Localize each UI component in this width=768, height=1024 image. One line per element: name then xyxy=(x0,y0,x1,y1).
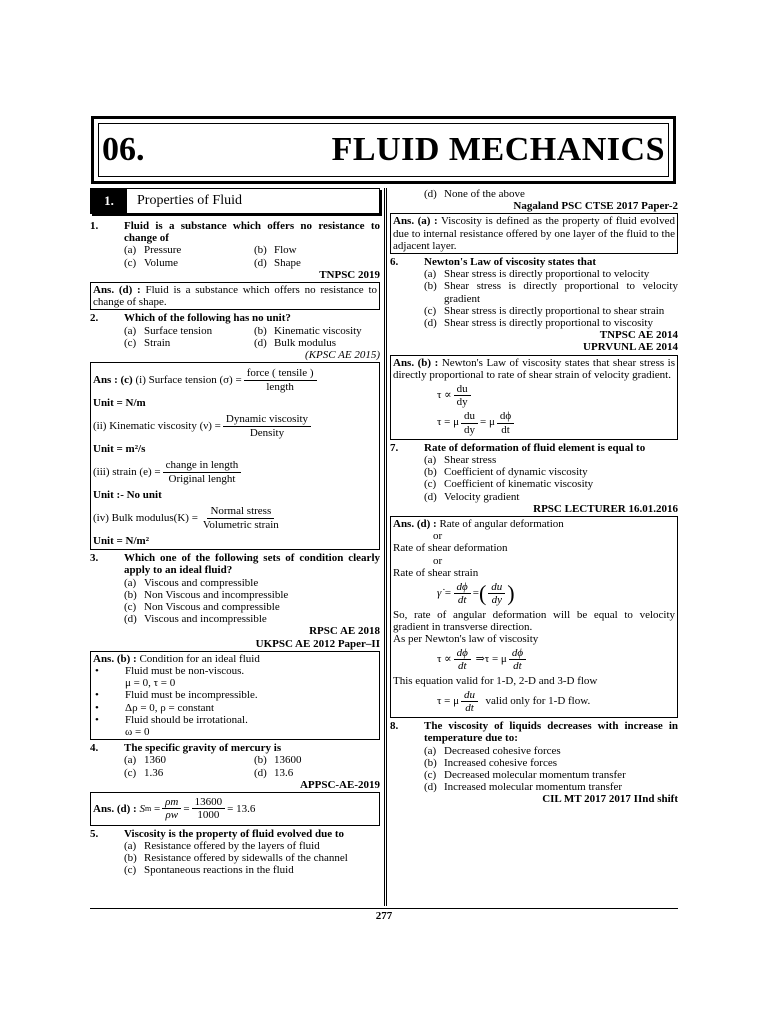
bullet-text: Fluid should be irrotational. xyxy=(125,713,248,726)
eq-prefix: (iv) Bulk modulus(K) = xyxy=(93,512,198,525)
question-text: Rate of deformation of fluid element is equal to xyxy=(424,441,646,454)
answer-label: Ans. (d) : xyxy=(393,518,437,531)
options xyxy=(390,454,678,503)
numerator: Normal stress xyxy=(207,505,274,519)
question-source: Nagaland PSC CTSE 2017 Paper-2 xyxy=(513,200,678,213)
question-text: Newton's Law of viscosity states that xyxy=(424,256,597,269)
question-5 xyxy=(90,828,380,840)
answer-box: Ans. (d) : S m = $\frac{\rho m}{\rho w}$ = $\frac{13600}{1000}$ = 13.6 xyxy=(90,792,380,825)
option xyxy=(424,478,678,490)
eq-prefix: (i) Surface tension (σ) = xyxy=(135,374,242,387)
denominator: length xyxy=(266,381,294,394)
eq-lhs: τ = μ xyxy=(437,416,460,429)
fraction xyxy=(488,581,505,606)
unit-line: Unit = N/m² xyxy=(93,535,150,548)
question-source: APPSC-AE-2019 xyxy=(299,778,380,791)
eq-lhs: τ ∝ xyxy=(437,653,452,666)
option-value: Resistance offered by sidewalls of the channel xyxy=(144,851,348,864)
options xyxy=(90,577,380,626)
equation-line xyxy=(93,505,377,532)
option-key: (b) xyxy=(424,466,437,479)
question-number: 1. xyxy=(90,220,99,232)
option-value: None of the above xyxy=(444,188,525,200)
chapter-number: 06. xyxy=(102,131,145,168)
option xyxy=(254,244,380,256)
options xyxy=(90,840,380,877)
options xyxy=(90,325,380,349)
option-key: (c) xyxy=(424,478,437,491)
option-value: Non Viscous and compressible xyxy=(144,601,280,614)
unit-line: Unit :- No unit xyxy=(93,489,162,502)
option-key: (a) xyxy=(424,744,437,757)
option-key: (a) xyxy=(424,454,437,467)
option-key: (a) xyxy=(124,839,137,852)
denominator: ρw xyxy=(165,809,179,822)
option-value: Decreased molecular momentum transfer xyxy=(444,768,626,781)
eq-mid: = μ xyxy=(480,416,495,429)
option-value: Flow xyxy=(274,244,297,257)
answer-text: As per Newton's law of viscosity xyxy=(393,632,539,645)
option xyxy=(254,337,380,349)
denominator: dt xyxy=(501,423,510,436)
answer-label: Ans : (c) xyxy=(93,374,133,387)
unit-line: Unit = N/m xyxy=(93,397,146,410)
option xyxy=(124,589,380,601)
option xyxy=(124,601,380,613)
option-key: (d) xyxy=(124,613,137,626)
numerator: force ( tensile ) xyxy=(244,367,317,381)
option-key: (d) xyxy=(424,781,437,794)
option-key: (c) xyxy=(124,256,137,269)
options xyxy=(390,745,678,794)
bullet-item: • Fluid must be incompressible. xyxy=(95,689,258,702)
option xyxy=(424,280,678,304)
option-key: (a) xyxy=(124,754,137,767)
question-number: 5. xyxy=(90,827,99,840)
answer-box xyxy=(90,362,380,550)
eq-lhs: τ = μ xyxy=(437,694,460,707)
denominator: dt xyxy=(465,701,474,714)
numerator: change in length xyxy=(163,459,242,473)
option-key: (d) xyxy=(254,766,267,779)
option-key: (b) xyxy=(254,244,267,257)
option-value: Bulk modulus xyxy=(274,336,337,349)
fraction xyxy=(223,413,311,440)
option-key: (c) xyxy=(124,336,137,349)
section-header xyxy=(90,188,380,214)
option-key: (b) xyxy=(254,754,267,767)
question-source: (KPSC AE 2015) xyxy=(305,349,380,362)
option-value: Shear stress is directly proportional to velocity gradient xyxy=(444,280,678,305)
answer-label: Ans. (d) : xyxy=(93,802,137,815)
option xyxy=(124,244,254,256)
fraction xyxy=(162,796,181,821)
answer-text: Rate of angular deformation xyxy=(439,518,564,531)
question-source: CIL MT 2017 2017 IInd shift xyxy=(542,793,678,806)
option-value: Viscous and incompressible xyxy=(144,613,267,626)
option-value: Spontaneous reactions in the fluid xyxy=(144,864,294,877)
option-value: 1.36 xyxy=(144,766,164,779)
option-key: (a) xyxy=(124,244,137,257)
chapter-title: FLUID MECHANICS xyxy=(331,131,665,168)
equation-line: μ = 0, τ = 0 xyxy=(125,677,176,690)
option-key: (a) xyxy=(124,576,137,589)
question-text: The viscosity of liquids decreases with increase in temperature due to: xyxy=(424,720,678,745)
eq-prefix: (iii) strain (e) = xyxy=(93,466,161,479)
question-2 xyxy=(90,312,380,324)
option-value: Strain xyxy=(144,336,171,349)
option xyxy=(424,466,678,478)
equation-line xyxy=(93,413,377,440)
answer-label: Ans. (b) : xyxy=(393,356,439,369)
bullet-item: • Δρ = 0, ρ = constant xyxy=(95,701,215,714)
numerator: dϕ xyxy=(454,581,471,594)
option-value: Shape xyxy=(274,256,301,269)
option-key: (c) xyxy=(124,766,137,779)
answer-label: Ans. (b) : xyxy=(93,652,137,665)
section-title: Properties of Fluid xyxy=(137,192,242,208)
eq-tail: valid only for 1-D flow. xyxy=(485,694,591,707)
option xyxy=(124,852,380,864)
option xyxy=(424,745,678,757)
equation-line xyxy=(93,367,377,394)
option xyxy=(424,305,678,317)
fraction xyxy=(163,459,242,486)
option xyxy=(124,767,254,779)
footer-rule xyxy=(90,908,678,909)
bullet-text: Δρ = 0, ρ = constant xyxy=(125,701,215,714)
fraction xyxy=(244,367,317,394)
option-value: Volume xyxy=(144,256,179,269)
options xyxy=(90,244,380,268)
question-number: 7. xyxy=(390,441,399,454)
numerator: dϕ xyxy=(509,647,526,660)
question-number: 3. xyxy=(90,552,99,565)
question-source: UKPSC AE 2012 Paper–II xyxy=(255,637,380,650)
numerator: du xyxy=(454,383,471,396)
question-number: 8. xyxy=(390,720,399,733)
question-number: 6. xyxy=(390,256,399,269)
answer-box xyxy=(90,651,380,740)
denominator: dt xyxy=(457,594,467,607)
option-value: 13600 xyxy=(274,754,302,767)
option xyxy=(124,613,380,625)
option-key: (c) xyxy=(124,601,137,614)
option-key: (b) xyxy=(124,851,137,864)
option-value: Pressure xyxy=(144,244,182,257)
option-value: Increased cohesive forces xyxy=(444,756,557,769)
option xyxy=(124,257,254,269)
option-key: (c) xyxy=(424,304,437,317)
option-value: Coefficient of dynamic viscosity xyxy=(444,466,588,479)
option xyxy=(124,337,254,349)
option-key: (d) xyxy=(424,188,437,200)
numerator: du xyxy=(488,581,505,594)
question-number: 4. xyxy=(90,742,99,755)
option-value: Coefficient of kinematic viscosity xyxy=(444,478,594,491)
question-source: UPRVUNL AE 2014 xyxy=(583,341,678,354)
option-key: (c) xyxy=(124,864,137,877)
numerator: dϕ xyxy=(497,410,514,423)
option-value: Surface tension xyxy=(144,324,213,337)
question-text: The specific gravity of mercury is xyxy=(124,742,282,755)
answer-text: Rate of shear strain xyxy=(393,566,479,579)
fraction xyxy=(497,410,514,435)
option xyxy=(424,781,678,793)
bullet-item: • Fluid should be irrotational. xyxy=(95,713,248,726)
option-value: Shear stress is directly proportional to velocity xyxy=(444,268,650,281)
answer-text: Condition for an ideal fluid xyxy=(139,652,260,665)
section-number: 1. xyxy=(91,189,127,213)
answer-label: Ans. (d) : xyxy=(93,284,141,297)
numerator: ρm xyxy=(162,796,181,809)
fraction xyxy=(200,505,282,532)
option-key: (b) xyxy=(424,280,437,293)
equation-line xyxy=(393,410,675,435)
eq-lhs-sub: m xyxy=(144,803,152,813)
option xyxy=(424,757,678,769)
option-value: Decreased cohesive forces xyxy=(444,744,561,757)
answer-text: Rate of shear deformation xyxy=(393,542,508,555)
answer-text: or xyxy=(433,554,443,567)
option-key: (d) xyxy=(424,490,437,503)
eq-lhs: S xyxy=(139,802,145,815)
option-key: (b) xyxy=(424,756,437,769)
fraction xyxy=(509,647,526,672)
denominator: 1000 xyxy=(197,809,220,822)
option-key: (a) xyxy=(424,268,437,281)
fraction xyxy=(461,410,478,435)
question-1 xyxy=(90,220,380,244)
question-8 xyxy=(390,720,678,744)
numerator: du xyxy=(461,689,478,702)
answer-text: or xyxy=(433,530,443,543)
right-column xyxy=(390,188,678,806)
answer-box xyxy=(390,213,678,254)
question-text: Which one of the following sets of condition clearly apply to an ideal fluid? xyxy=(124,552,380,577)
answer-text: Fluid is a substance which offers no resistance to change of shape. xyxy=(93,284,378,309)
option xyxy=(124,325,254,337)
question-source: RPSC AE 2018 xyxy=(309,625,380,638)
answer-text: Newton's Law of viscosity states that shear stress is directly proportional to rate of shear strain of velocity gradient. xyxy=(393,356,676,381)
answer-box xyxy=(90,282,380,310)
equation-line xyxy=(93,459,377,486)
option-value: Shear stress xyxy=(444,454,497,467)
denominator: dt xyxy=(457,660,467,673)
eq-mid: ⇒τ = μ xyxy=(475,653,507,666)
option-value: Shear stress is directly proportional to viscosity xyxy=(444,317,653,330)
question-3 xyxy=(90,552,380,576)
option-value: Kinematic viscosity xyxy=(274,324,362,337)
question-4 xyxy=(90,742,380,754)
question-6 xyxy=(390,256,678,268)
option-key: (b) xyxy=(124,588,137,601)
fraction xyxy=(454,647,471,672)
question-source: TNPSC 2019 xyxy=(319,268,380,281)
bullet-text: Fluid must be incompressible. xyxy=(125,689,258,702)
option xyxy=(254,325,380,337)
answer-label: Ans. (a) : xyxy=(393,215,438,228)
answer-text: This equation valid for 1-D, 2-D and 3-D flow xyxy=(393,674,598,687)
denominator: dy xyxy=(456,396,468,409)
fraction xyxy=(454,383,471,408)
eq-mid: = xyxy=(472,587,479,600)
option xyxy=(424,317,678,329)
question-source: RPSC LECTURER 16.01.2016 xyxy=(533,502,678,515)
fraction xyxy=(461,689,478,714)
bullet-text: Fluid must be non-viscous. xyxy=(125,665,245,678)
option-value: Resistance offered by the layers of fluid xyxy=(144,839,320,852)
option xyxy=(424,454,678,466)
equation-line xyxy=(393,689,675,714)
option xyxy=(424,268,678,280)
page-number: 277 xyxy=(375,910,393,922)
option-value: 1360 xyxy=(144,754,166,767)
option-value: Non Viscous and incompressible xyxy=(144,588,289,601)
option xyxy=(424,491,678,503)
denominator: Volumetric strain xyxy=(202,519,279,532)
denominator: Original lenght xyxy=(168,473,236,486)
options xyxy=(390,268,678,329)
option xyxy=(254,767,380,779)
option-value: Viscous and compressible xyxy=(144,576,259,589)
equation-line xyxy=(393,383,675,408)
question-source: TNPSC AE 2014 xyxy=(599,329,678,342)
option-key: (b) xyxy=(254,324,267,337)
option-key: (d) xyxy=(254,256,267,269)
left-column xyxy=(90,188,380,876)
option xyxy=(124,840,380,852)
option-key: (d) xyxy=(424,317,437,330)
answer-box xyxy=(390,516,678,718)
chapter-title-box xyxy=(91,116,676,184)
answer-box xyxy=(390,355,678,440)
unit-line: Unit = m²/s xyxy=(93,443,146,456)
equation-line: γ̇ = $\frac{d\phi}{dt}$ =( $\frac{du}{dy}$ ) xyxy=(437,580,515,607)
option xyxy=(124,577,380,589)
option-key: (d) xyxy=(254,336,267,349)
option xyxy=(254,754,380,766)
column-divider xyxy=(384,188,387,906)
denominator: dy xyxy=(491,594,502,607)
numerator: 13600 xyxy=(192,796,226,809)
fraction xyxy=(454,581,471,606)
options xyxy=(390,188,678,200)
numerator: du xyxy=(461,410,478,423)
options xyxy=(90,754,380,778)
option-key: (c) xyxy=(424,768,437,781)
numerator: dϕ xyxy=(454,647,471,660)
denominator: dy xyxy=(464,423,476,436)
option xyxy=(124,864,380,876)
answer-text: Viscosity is defined as the property of fluid evolved due to internal resistance offered by one layer of the fluid to the adjacent layer. xyxy=(393,215,675,252)
question-text: Viscosity is the property of fluid evolved due to xyxy=(124,827,344,840)
denominator: Density xyxy=(249,427,285,440)
option xyxy=(254,257,380,269)
option-value: Velocity gradient xyxy=(444,490,520,503)
option-key: (a) xyxy=(124,324,137,337)
equation-line xyxy=(393,647,675,672)
question-text: Fluid is a substance which offers no resistance to change of xyxy=(124,220,380,245)
question-7 xyxy=(390,442,678,454)
option-value: 13.6 xyxy=(274,766,294,779)
option-value: Increased molecular momentum transfer xyxy=(444,781,623,794)
eq-result: = 13.6 xyxy=(227,802,256,815)
question-text: Which of the following has no unit? xyxy=(124,312,291,325)
equation-line: ω = 0 xyxy=(125,726,150,739)
denominator: dt xyxy=(513,660,522,673)
bullet-item: • Fluid must be non-viscous. xyxy=(95,665,245,678)
eq-lhs: γ̇ = xyxy=(437,587,452,600)
numerator: Dynamic viscosity xyxy=(223,413,311,427)
option xyxy=(424,769,678,781)
fraction xyxy=(192,796,226,821)
option xyxy=(424,188,678,200)
eq-prefix: (ii) Kinematic viscosity (ν) = xyxy=(93,420,221,433)
option-value: Shear stress is directly proportional to shear strain xyxy=(444,304,665,317)
option xyxy=(124,754,254,766)
question-number: 2. xyxy=(90,312,99,325)
answer-text: So, rate of angular deformation will be equal to velocity gradient in transverse direction. xyxy=(393,608,675,633)
eq-lhs: τ ∝ xyxy=(437,389,452,402)
